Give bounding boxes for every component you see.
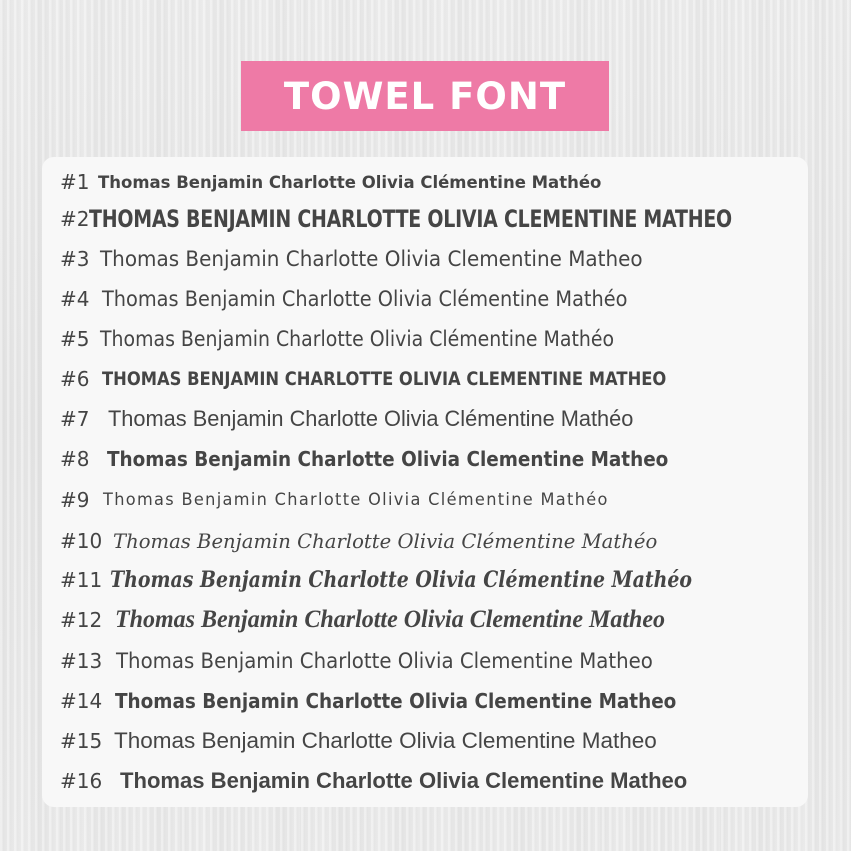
font-number: #14: [60, 689, 103, 713]
font-number: #10: [60, 529, 103, 553]
font-row-4: [60, 279, 800, 319]
font-sample: Thomas Benjamin Charlotte Olivia Clémentine Mathéo: [108, 406, 634, 431]
font-sample: Thomas Benjamin Charlotte Olivia Clémentine Mathéo: [113, 529, 658, 553]
font-sample: Thomas Benjamin Charlotte Olivia Clementine Matheo: [115, 689, 677, 713]
font-number: #16: [60, 769, 103, 793]
font-row-14: [60, 681, 800, 721]
font-row-5: [60, 319, 800, 359]
font-row-9: [60, 480, 800, 520]
font-number: #9: [60, 488, 90, 512]
font-row-15: [60, 721, 800, 761]
font-row-1: [60, 162, 800, 202]
font-sample: Thomas Benjamin Charlotte Olivia Clémentine Mathéo: [102, 287, 628, 311]
font-sample: Thomas Benjamin Charlotte Olivia Clementine Matheo: [120, 768, 688, 793]
font-row-3: [60, 239, 800, 279]
font-row-7: [60, 399, 800, 439]
font-samples-card: [42, 157, 808, 807]
font-number: #15: [60, 729, 103, 753]
font-number: #4: [60, 287, 90, 311]
font-sample: Thomas Benjamin Charlotte Olivia Clémentine Mathéo: [110, 567, 693, 593]
font-sample: Thomas Benjamin Charlotte Olivia Clementine Matheo: [115, 606, 666, 633]
font-row-16: [60, 761, 800, 801]
font-number: #12: [60, 608, 103, 632]
font-sample: Thomas Benjamin Charlotte Olivia Clementine Matheo: [114, 728, 657, 753]
font-number: #7: [60, 407, 90, 431]
font-number: #3: [60, 247, 90, 271]
font-sample: Thomas Benjamin Charlotte Olivia Clementine Matheo: [107, 447, 669, 471]
font-row-8: [60, 439, 800, 479]
font-number: #1: [60, 170, 90, 194]
font-sample: THOMAS BENJAMIN CHARLOTTE OLIVIA CLEMENTINE MATHEO: [89, 205, 733, 233]
font-row-2: [60, 199, 800, 239]
font-sample: Thomas Benjamin Charlotte Olivia Clementine Matheo: [116, 649, 653, 673]
font-sample: Thomas Benjamin Charlotte Olivia Clémentine Mathéo: [103, 490, 609, 510]
font-row-6: [60, 359, 800, 399]
font-number: #5: [60, 327, 90, 351]
font-number: #11: [60, 568, 103, 592]
font-sample: Thomas Benjamin Charlotte Olivia Clémentine Mathéo: [98, 172, 602, 192]
font-sample: Thomas Benjamin Charlotte Olivia Clementine Matheo: [100, 247, 643, 271]
font-row-11: [60, 560, 800, 600]
font-number: #6: [60, 367, 90, 391]
font-row-10: [60, 521, 800, 561]
font-row-12: [60, 600, 800, 640]
font-number: #2: [60, 207, 90, 231]
font-number: #8: [60, 447, 90, 471]
font-sample: Thomas Benjamin Charlotte Olivia Clémentine Mathéo: [100, 327, 615, 351]
font-number: #13: [60, 649, 103, 673]
title-banner: [241, 61, 609, 131]
page-title: TOWEL FONT: [283, 74, 567, 118]
font-row-13: [60, 641, 800, 681]
font-sample: THOMAS BENJAMIN CHARLOTTE OLIVIA CLEMENTINE MATHEO: [102, 368, 667, 390]
